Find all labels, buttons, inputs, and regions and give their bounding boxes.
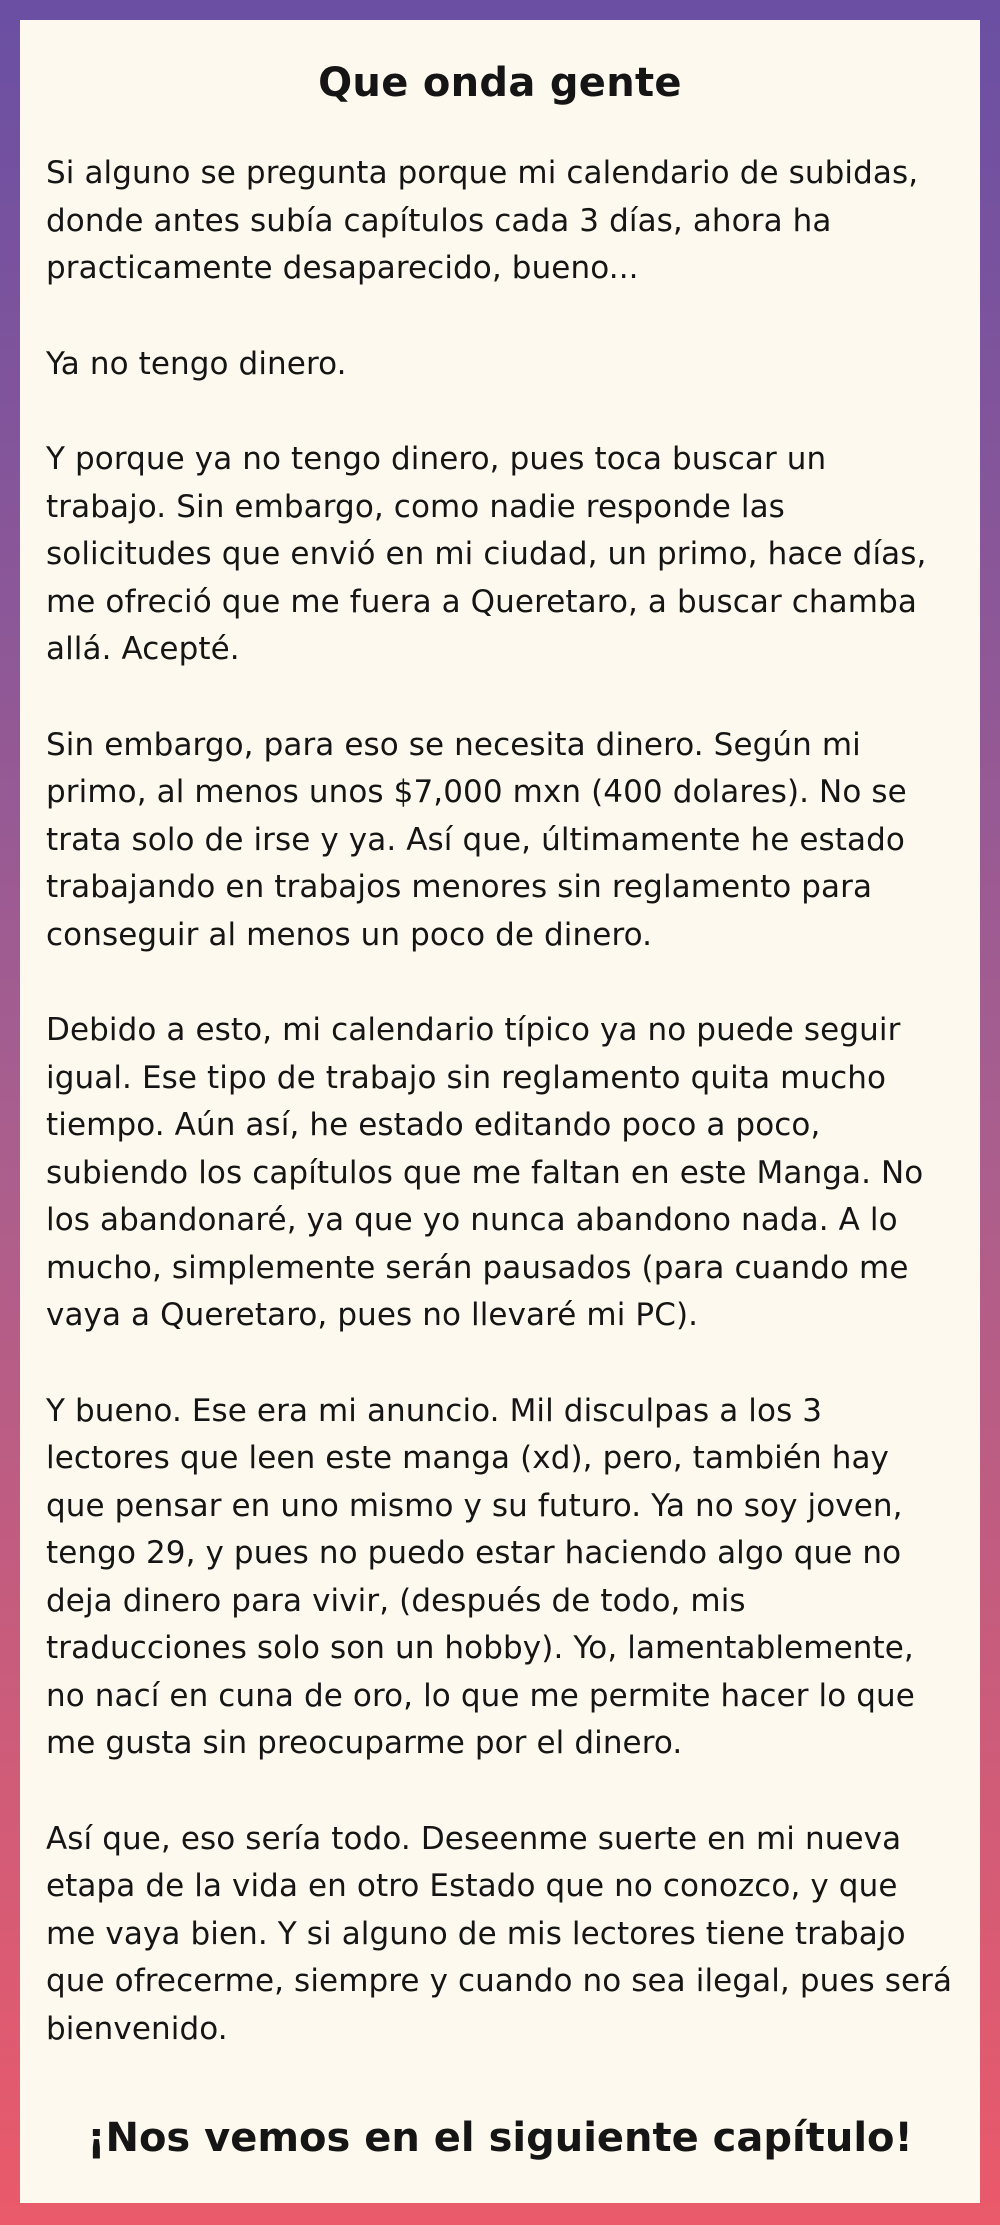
paragraph-farewell: Así que, eso sería todo. Deseenme suerte en mi nueva etapa de la vida en otro Estado que no conozco, y que me vaya bien. Y si alguno de mis lectores tiene trabajo que ofrecerme, siempre y cuando no sea ilegal, pues será bienvenido. [46,1820,953,2047]
paragraph-job-search: Y porque ya no tengo dinero, pues toca buscar un trabajo. Sin embargo, como nadie responde las solicitudes que envió en mi ciudad, un primo, hace días, me ofreció que me fuera a Queretaro, a buscar chamba allá. Acepté. [46,441,927,667]
paragraph-no-money: Ya no tengo dinero. [46,345,347,382]
paragraph-schedule-change: Debido a esto, mi calendario típico ya no puede seguir igual. Ese tipo de trabajo sin reglamento quita mucho tiempo. Aún así, he estado editando poco a poco, subiendo los capítulos que me faltan en este Manga. No los abandonaré, ya que yo nunca abandono nada. A lo mucho, simplemente serán pausados (para cuando me vaya a Queretaro, pues no llevaré mi PC). [46,1012,924,1333]
paragraph-intro: Si alguno se pregunta porque mi calendario de subidas, donde antes subía capítulos cada 3 días, ahora ha practicamente desaparecido, bueno... [46,155,919,286]
announcement-panel [20,20,980,2203]
paragraph-apology: Y bueno. Ese era mi anuncio. Mil disculpas a los 3 lectores que leen este manga (xd), pero, también hay que pensar en uno mismo y su futuro. Ya no soy joven, tengo 29, y pues no puedo estar haciendo algo que no deja dinero para vivir, (después de todo, mis traducciones solo son un hobby). Yo, lamentablemente, no nací en cuna de oro, lo que me permite hacer lo que me gusta sin preocuparme por el dinero. [46,1392,915,1761]
announcement-title: Que onda gente [318,60,682,106]
closing-line: ¡Nos vemos en el siguiente capítulo! [87,2115,913,2161]
paragraph-money-needed: Sin embargo, para eso se necesita dinero. Según mi primo, al menos unos $7,000 mxn (400 dolares). No se trata solo de irse y ya. Así que, últimamente he estado trabajando en trabajos menores sin reglamento para conseguir al menos un poco de dinero. [46,726,907,953]
